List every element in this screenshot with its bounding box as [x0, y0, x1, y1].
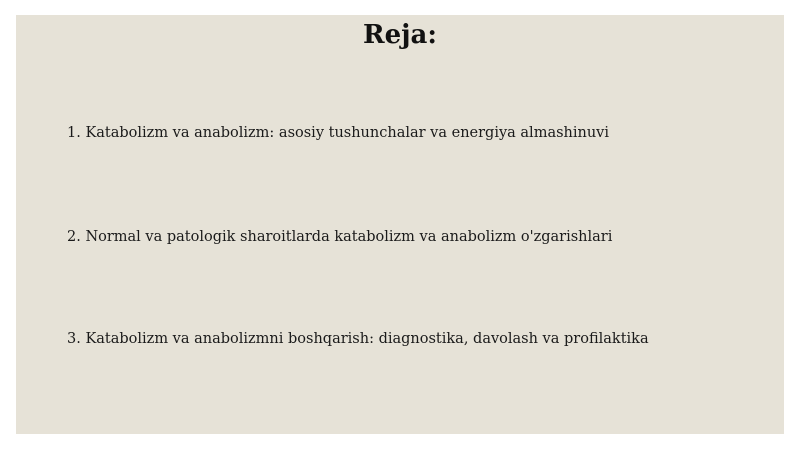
slide	[16, 15, 784, 434]
slide-title: Reja:	[362, 20, 437, 50]
plan-item-3: 3. Katabolizm va anabolizmni boshqarish: diagnostika, davolash va profilaktika	[67, 331, 649, 347]
plan-item-1: 1. Katabolizm va anabolizm: asosiy tushunchalar va energiya almashinuvi	[67, 125, 610, 141]
plan-item-2: 2. Normal va patologik sharoitlarda katabolizm va anabolizm o'zgarishlari	[67, 229, 613, 245]
